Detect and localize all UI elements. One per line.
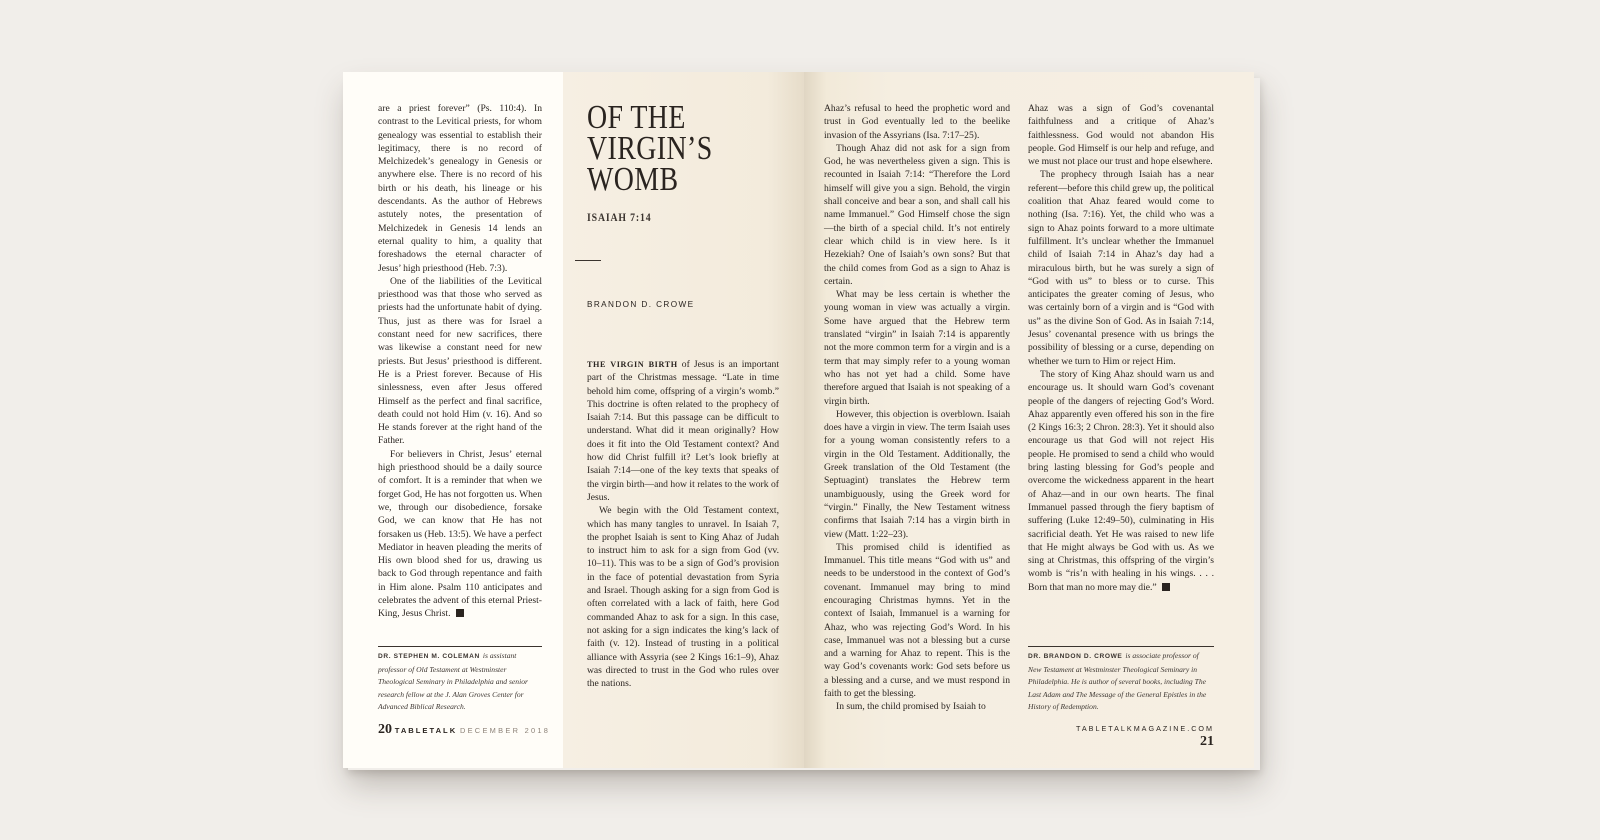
paragraph: are a priest forever” (Ps. 110:4). In contrast to the Levitical priests, for whom genealogy was essential to establish their legitimacy, there is no record of Melchizedek’s genealogy in Genesis or anywhere else. There is no record of his birth or his death, his lineage or his descendants. As the author of Hebrews astutely notes, the presentation of Melchizedek in Genesis 14 lends an eternal quality to him, a quality that foreshadows the eternal character of Jesus’ high priesthood (Heb. 7:3). [378, 103, 542, 274]
paragraph: Ahaz was a sign of God’s covenantal faithfulness and a critique of Ahaz’s faithlessness. God would not abandon His people. God Himself is our help and refuge, and we must not place our trust and hope elsewhere. [1028, 103, 1214, 168]
folio-left [378, 722, 550, 738]
bio-text: is associate professor of New Testament at Westminster Theological Seminary in Philadelphia. He is author of several books, including The Last Adam and The Message of the General Epistles in the History of Redemption. [1028, 651, 1207, 712]
magazine-name: TABLETALK [394, 726, 458, 735]
article-column [587, 358, 779, 690]
page-number: 20 [378, 722, 392, 737]
right-column-1 [824, 102, 1010, 714]
byline: BRANDON D. CROWE [587, 300, 695, 309]
left-column [378, 102, 542, 621]
title-line: VIRGIN’S [587, 130, 713, 167]
left-page [343, 72, 804, 768]
bio-rule [1028, 646, 1214, 647]
paragraph [587, 358, 779, 504]
paragraph: Ahaz’s refusal to heed the prophetic word and trust in God eventually led to the beelike invasion of the Assyrians (Isa. 7:17–25). [824, 103, 1010, 141]
magazine-site: TABLETALKMAGAZINE.COM [1076, 724, 1214, 733]
paragraph: What may be less certain is whether the young woman in view was actually a virgin. Some have argued that the Hebrew term translated “virgin” in Isaiah 7:14 is apparently not the more common term for a virgin and is a term that may simply refer to a young woman who has not yet had a child. Some have therefore argued that Isaiah is not speaking of a virgin birth. [824, 289, 1010, 407]
paragraph [1028, 368, 1214, 594]
paragraph: The prophecy through Isaiah has a near referent—before this child grew up, the political coalition that Ahaz feared would come to nothing (Isa. 7:16). Yet, the child who was a sign to Ahaz points forward to a more ultimate fulfillment. It’s unclear whether the Immanuel child of Isaiah 7:14 in Ahaz’s day had a miraculous birth, but he was surely a sign of “God with us” to bless or to curse. This anticipates the greater coming of Jesus, who was certainly born of a virgin and is “God with us” as the divine Son of God. As in Isaiah 7:14, Jesus’ covenantal presence with us brings the possibility of blessing or a curse, depending on whether we turn to Him or reject Him. [1028, 169, 1214, 367]
paragraph: This promised child is identified as Immanuel. This title means “God with us” and needs to be understood in the context of God’s covenant. Immanuel may bring to mind encouraging Christmas hymns. Yet in the context of Isaiah, Immanuel is a warning for Ahaz, who was rejecting God’s Word. In his case, Immanuel was not a blessing but a curse and a warning for Ahaz to repent. This is the way God’s covenants work: God sets before us a blessing and a curse, and we must respond in faith to get the blessing. [824, 541, 1010, 700]
bio-name: DR. BRANDON D. CROWE [1028, 653, 1123, 660]
end-mark-icon [456, 609, 464, 617]
author-bio [378, 650, 542, 714]
end-mark-icon [1162, 583, 1170, 591]
paragraph-text: of Jesus is an important part of the Christmas message. “Late in time behold him come, offspring of a virgin’s womb.” This doctrine is often related to the prophecy of Isaiah 7:14. But this passage can be difficult to understand. What did it mean originally? How does it fit into the Old Testament context? And how did Christ fulfill it? Let’s look briefly at Isaiah 7:14—one of the key texts that speaks of the virgin birth—and how it relates to the work of Jesus. [587, 359, 780, 503]
paragraph-text: The story of King Ahaz should warn us and encourage us. It should warn God’s covenant people of the dangers of rejecting God’s Word. Ahaz apparently even offered his son in the fire (2 Kings 16:3; 2 Chron. 28:3). Yet it should also encourage us that God will not reject His people. He promised to send a child who would bring lasting blessing for God’s people and overcome the wickedness apparent in the heart of Ahaz—and in our own hearts. The final Immanuel passed through the fiery baptism of suffering (Luke 12:49–50), culminating in His sacrificial death. Yet He was raised to new life that He might always be God with us. As we sing at Christmas, this offspring of the virgin’s womb is “ris’n with healing in his wings. . . . Born that man no more may die.” [1028, 368, 1214, 593]
scripture-reference: ISAIAH 7:14 [587, 212, 652, 224]
paragraph [378, 448, 542, 621]
article-title [587, 99, 751, 198]
bio-rule [378, 646, 542, 647]
paragraph: Though Ahaz did not ask for a sign from God, he was nevertheless given a sign. This is recounted in Isaiah 7:14: “Therefore the Lord himself will give you a sign. Behold, the virgin shall conceive and bear a son, and shall call his name Immanuel.” God Himself chose the sign—the birth of a special child. It’s not entirely clear which child is in view here. Is it Hezekiah? One of Isaiah’s own sons? But that the child comes from God as a sign to Ahaz is certain. [824, 142, 1010, 287]
paragraph: However, this objection is overblown. Isaiah does have a virgin in view. The term Isaiah uses for a young woman consistently refers to a virgin in the Old Testament. Additionally, the Greek translation of the Old Testament (the Septuagint) translates the Hebrew term unambiguously, using the Greek word for “virgin.” Finally, the New Testament witness confirms that Isaiah 7:14 has a virgin birth in view (Matt. 1:22–23). [824, 408, 1010, 540]
title-line: OF THE [587, 99, 686, 136]
issue-date: DECEMBER 2018 [459, 726, 551, 735]
author-bio [1028, 650, 1214, 714]
paragraph: In sum, the child promised by Isaiah to [836, 701, 986, 713]
bio-text: is assistant professor of Old Testament at Westminster Theological Seminary in Philadelphia and senior research fellow at the J. Alan Groves Center for Advanced Biblical Research. [378, 651, 528, 712]
paragraph: One of the liabilities of the Levitical priesthood was that those who served as priests had the unfortunate habit of dying. Thus, just as there was for Israel a constant need for new sacrifices, there was likewise a constant need for new priests. But Jesus’ priesthood is different. He is a Priest forever. Because of His sinlessness, even after Jesus offered Himself as the perfect and final sacrifice, death could not hold Him (v. 16). And so He stands forever at the right hand of the Father. [378, 275, 542, 447]
bio-name: DR. STEPHEN M. COLEMAN [378, 653, 480, 660]
title-line: WOMB [587, 161, 679, 198]
right-page [804, 72, 1254, 768]
paragraph-text: For believers in Christ, Jesus’ eternal high priesthood should be a daily source of comfort. It is a reminder that when we forget God, He has not forgotten us. When we, through our disobedience, forsake God, we can know that He has not forsaken us (Heb. 13:5). We have a perfect Mediator in heaven pleading the merits of His own blood shed for us, drawing us back to God through repentance and faith in Him alone. Psalm 110 anticipates and celebrates the advent of this eternal Priest-King, Jesus Christ. [378, 448, 542, 620]
right-column-2 [1028, 102, 1214, 594]
paragraph: We begin with the Old Testament context, which has many tangles to unravel. In Isaiah 7, the prophet Isaiah is sent to King Ahaz of Judah to instruct him to ask for a sign from God (vv. 10–11). This was to be a sign of God’s provision in the face of potential devastation from Syria and Israel. Though asking for a sign from God is often correlated with a lack of faith, here God commanded Ahaz to ask for a sign. In this case, not asking for a sign indicates the king’s lack of faith (v. 12). Instead of trusting in a political alliance with Assyria (see 2 Kings 16:1–9), Ahaz was directed to trust in the God who rules over the nations. [587, 505, 779, 690]
title-dash [575, 260, 601, 261]
lead-in: THE VIRGIN BIRTH [587, 360, 678, 369]
folio-right [1062, 722, 1214, 750]
page-number: 21 [1200, 734, 1214, 749]
